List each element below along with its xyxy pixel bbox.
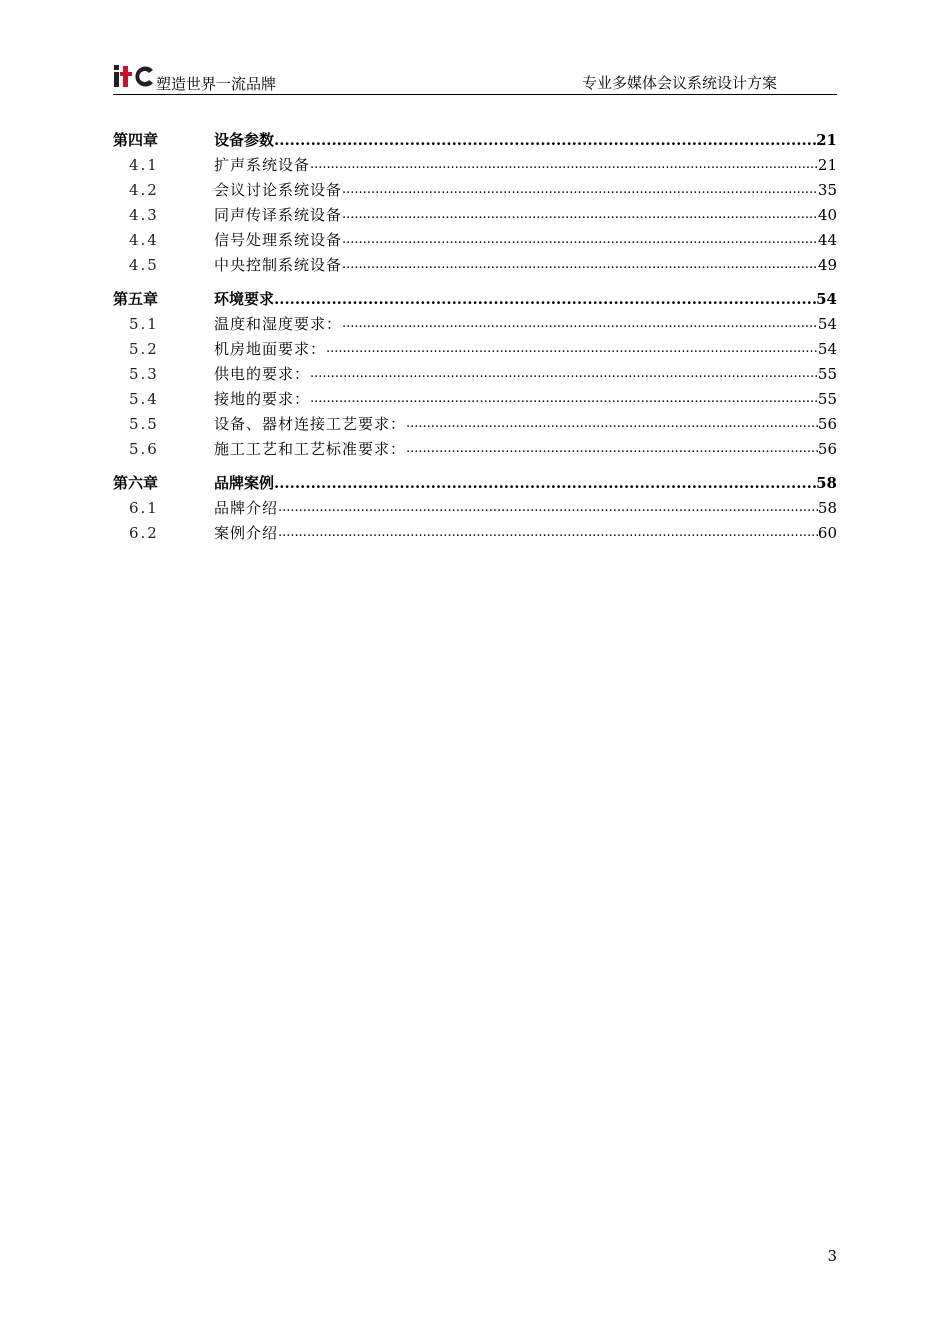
section-title: 温度和湿度要求：	[214, 315, 343, 333]
chapter-number: 第五章	[113, 290, 159, 308]
section-title: 扩声系统设备	[214, 156, 311, 174]
section-number: 5.2	[129, 340, 159, 358]
section-title: 同声传译系统设备	[214, 206, 343, 224]
chapter-page-number: 21	[816, 131, 837, 149]
dot-leader	[406, 414, 818, 434]
toc-chapter-entry[interactable]	[113, 283, 837, 309]
section-title: 接地的要求：	[214, 390, 311, 408]
dot-leader	[278, 498, 818, 518]
chapter-number: 第四章	[113, 131, 159, 149]
section-title: 中央控制系统设备	[214, 256, 343, 274]
toc-section-entry[interactable]	[113, 150, 837, 175]
toc-section-entry[interactable]	[113, 518, 837, 543]
section-number: 4.2	[129, 181, 159, 199]
page-number: 3	[827, 1247, 837, 1265]
toc-section-entry[interactable]	[113, 175, 837, 200]
dot-leader	[342, 180, 818, 200]
section-page-number: 58	[817, 499, 837, 517]
section-page-number: 54	[817, 315, 837, 333]
toc-chapter-group	[113, 124, 837, 275]
section-title: 供电的要求：	[214, 365, 311, 383]
section-number: 5.1	[129, 315, 159, 333]
chapter-title: 环境要求	[214, 290, 275, 308]
section-page-number: 40	[817, 206, 837, 224]
section-number: 5.3	[129, 365, 159, 383]
section-number: 4.5	[129, 256, 159, 274]
chapter-page-number: 54	[816, 290, 837, 308]
dot-leader	[342, 255, 818, 275]
toc-section-entry[interactable]	[113, 309, 837, 334]
dot-leader	[310, 364, 818, 384]
dot-leader	[310, 155, 818, 175]
toc-chapter-group	[113, 283, 837, 459]
section-number: 5.5	[129, 415, 159, 433]
toc-section-entry[interactable]	[113, 409, 837, 434]
toc-section-entry[interactable]	[113, 200, 837, 225]
dot-leader	[342, 205, 818, 225]
chapter-title: 设备参数	[214, 131, 275, 149]
dot-leader	[274, 473, 816, 493]
section-title: 机房地面要求：	[214, 340, 327, 358]
section-title: 品牌介绍	[214, 499, 279, 517]
section-number: 6.1	[129, 499, 159, 517]
toc-chapter-entry[interactable]	[113, 467, 837, 493]
header-document-title: 专业多媒体会议系统设计方案	[581, 74, 777, 92]
dot-leader	[310, 389, 818, 409]
section-title: 施工工艺和工艺标准要求：	[214, 440, 407, 458]
chapter-title: 品牌案例	[214, 474, 275, 492]
header-slogan: 塑造世界一流品牌	[156, 75, 277, 93]
section-page-number: 35	[817, 181, 837, 199]
section-number: 5.6	[129, 440, 159, 458]
toc-chapter-group	[113, 467, 837, 543]
section-page-number: 54	[817, 340, 837, 358]
toc-section-entry[interactable]	[113, 493, 837, 518]
toc-chapter-entry[interactable]	[113, 124, 837, 150]
section-number: 5.4	[129, 390, 159, 408]
section-page-number: 56	[817, 440, 837, 458]
table-of-contents	[113, 124, 837, 551]
section-page-number: 21	[817, 156, 837, 174]
section-title: 案例介绍	[214, 524, 279, 542]
brand-logo	[113, 66, 277, 93]
toc-section-entry[interactable]	[113, 434, 837, 459]
page-header	[113, 62, 837, 95]
section-title: 会议讨论系统设备	[214, 181, 343, 199]
section-title: 信号处理系统设备	[214, 231, 343, 249]
chapter-page-number: 58	[816, 474, 837, 492]
section-number: 4.3	[129, 206, 159, 224]
section-number: 4.4	[129, 231, 159, 249]
section-number: 4.1	[129, 156, 159, 174]
section-number: 6.2	[129, 524, 159, 542]
dot-leader	[406, 439, 818, 459]
section-page-number: 55	[817, 365, 837, 383]
dot-leader	[342, 314, 818, 334]
dot-leader	[274, 289, 816, 309]
dot-leader	[326, 339, 818, 359]
section-page-number: 44	[817, 231, 837, 249]
section-page-number: 49	[817, 256, 837, 274]
toc-section-entry[interactable]	[113, 250, 837, 275]
itc-logo-icon	[113, 64, 155, 88]
section-page-number: 55	[817, 390, 837, 408]
dot-leader	[342, 230, 818, 250]
section-page-number: 56	[817, 415, 837, 433]
dot-leader	[274, 130, 816, 150]
chapter-number: 第六章	[113, 474, 159, 492]
toc-section-entry[interactable]	[113, 225, 837, 250]
dot-leader	[278, 523, 818, 543]
section-page-number: 60	[817, 524, 837, 542]
toc-section-entry[interactable]	[113, 384, 837, 409]
toc-section-entry[interactable]	[113, 359, 837, 384]
section-title: 设备、器材连接工艺要求：	[214, 415, 407, 433]
toc-section-entry[interactable]	[113, 334, 837, 359]
